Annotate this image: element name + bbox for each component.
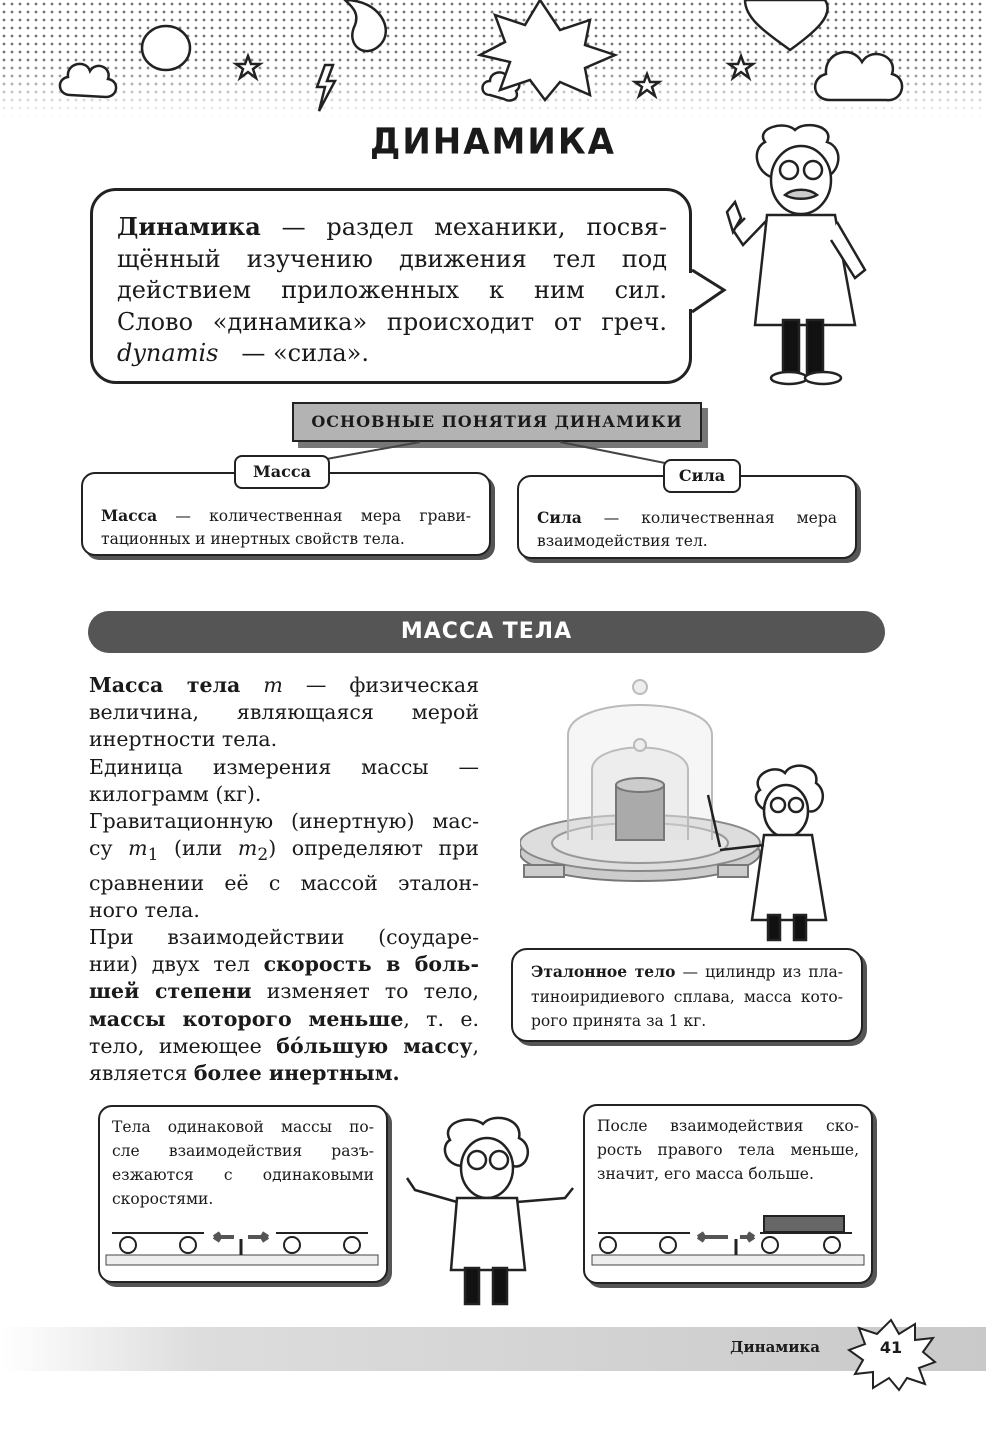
force-definition-line: взаимодействия тел. <box>537 532 708 550</box>
scene-text-line: рость правого тела меньше, <box>597 1141 859 1159</box>
text-fragment: , т. е. <box>403 1006 479 1031</box>
page-number: 41 <box>879 1338 903 1357</box>
emphasis: массы которого меньше <box>89 1006 404 1031</box>
different-mass-carts-diagram <box>590 1210 870 1270</box>
reference-term: Эталонное тело <box>531 962 676 981</box>
reference-body-card <box>511 948 863 1042</box>
text-fragment: ) определяют при <box>268 836 479 861</box>
text-fragment: нии) двух тел <box>89 952 250 977</box>
text-fragment: является <box>89 1060 188 1085</box>
text-line: килограмм (кг). <box>89 781 262 806</box>
section-title-bar: МАССА ТЕЛА <box>88 611 885 653</box>
scene-text-line: значит, его масса больше. <box>597 1165 814 1183</box>
text-fragment: изменяет то тело, <box>266 979 479 1004</box>
force-label: Сила <box>663 459 741 493</box>
mass-body-term: Масса тела <box>89 673 241 697</box>
text-line: сравнении её с массой эталон- <box>89 870 479 895</box>
mass-definition-line: тационных и инертных свойств тела. <box>101 530 405 548</box>
force-term: Сила <box>537 508 582 527</box>
text-fragment: тело, имеющее <box>89 1033 262 1058</box>
scene-text-line: После взаимодействия ско- <box>597 1117 859 1135</box>
professor-illustration <box>395 1110 585 1310</box>
definition-line: — «сила». <box>241 339 369 367</box>
mass-definition-line: — количественная мера грави- <box>175 507 471 525</box>
mass-symbol: m <box>237 836 258 861</box>
text-line: Гравитационную (инертную) мас- <box>89 809 479 834</box>
page-title: ДИНАМИКА <box>370 121 616 163</box>
mass-symbol: m <box>128 836 148 861</box>
definition-line: Слово «динамика» происходит от греч. <box>117 307 667 336</box>
footer-band <box>0 1327 986 1371</box>
scene-text-line: сле взаимодействия разъ- <box>112 1142 374 1160</box>
force-definition-line: — количественная мера <box>603 509 837 527</box>
concepts-header: ОСНОВНЫЕ ПОНЯТИЯ ДИНАМИКИ <box>292 402 702 442</box>
scene-text-line: Тела одинаковой массы по- <box>112 1118 374 1136</box>
subscript: 1 <box>147 845 159 866</box>
reference-kilogram-illustration <box>520 675 870 950</box>
text-line: величина, являющаяся мерой <box>89 700 479 725</box>
definition-line: действием приложенных к ним сил. <box>117 276 667 304</box>
emphasis: шей степени <box>89 979 252 1004</box>
scene-text-line: скоростями. <box>112 1190 214 1208</box>
reference-line: — цилиндр из пла- <box>682 963 843 981</box>
scene-text-line: езжаются с одинаковыми <box>112 1166 374 1184</box>
text-line: инертности тела. <box>89 727 278 752</box>
emphasis: бóльшую массу <box>276 1033 473 1058</box>
text-line: При взаимодействии (соударе- <box>89 924 479 949</box>
reference-line: рого принята за 1 кг. <box>531 1012 707 1030</box>
definition-line: — раздел механики, посвя- <box>281 213 667 241</box>
greek-word: dynamis <box>117 339 219 367</box>
text-line: Единица измерения массы — <box>89 754 479 779</box>
equal-mass-carts-diagram <box>104 1225 384 1270</box>
emphasis: скорость в боль- <box>263 952 479 977</box>
text-fragment: су <box>89 836 113 861</box>
text-fragment: , <box>472 1033 479 1058</box>
mass-body-text <box>89 672 479 1087</box>
mass-label: Масса <box>234 455 330 489</box>
text-line: ного тела. <box>89 897 200 922</box>
emphasis: более инертным. <box>193 1060 400 1085</box>
mass-symbol: m <box>263 673 283 697</box>
text-fragment: (или <box>174 836 223 861</box>
subscript: 2 <box>257 845 269 866</box>
definition-line: щённый изучению движения тел под <box>117 244 667 273</box>
definition-term: Динамика <box>117 212 261 241</box>
reference-line: тиноиридиевого сплава, масса кото- <box>531 987 843 1006</box>
footer-chapter-label: Динамика <box>730 1338 820 1356</box>
mass-term: Масса <box>101 506 158 525</box>
text-line: — физическая <box>305 673 479 697</box>
